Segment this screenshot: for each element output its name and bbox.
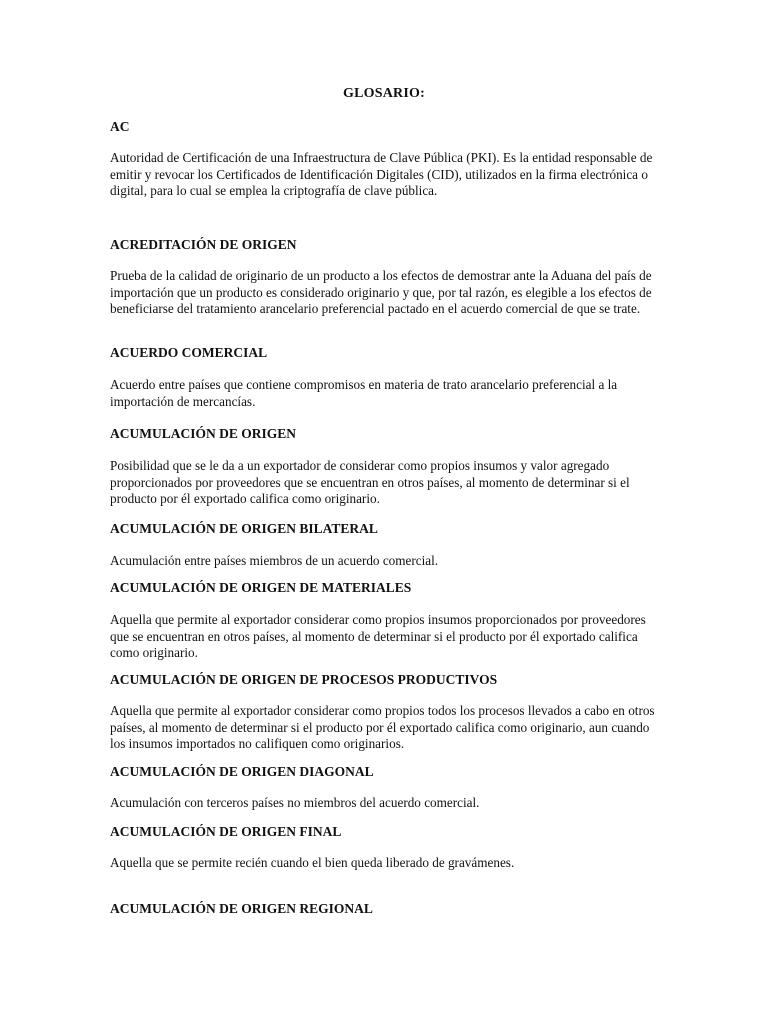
glossary-definition: Acumulación con terceros países no miembros del acuerdo comercial. xyxy=(110,795,480,810)
glossary-term: AC xyxy=(110,119,130,134)
glossary-term: ACUMULACIÓN DE ORIGEN DE MATERIALES xyxy=(110,580,412,595)
glossary-definition: Prueba de la calidad de originario de un producto a los efectos de demostrar ante la Aduana del país de importación que un producto es considerado originario y que, por tal razón, es elegible a los efectos de beneficiarse del tratamiento arancelario preferencial pactado en el acuerdo comercial de que se trate. xyxy=(110,268,652,317)
glossary-term: ACREDITACIÓN DE ORIGEN xyxy=(110,237,297,252)
glossary-definition: Aquella que permite al exportador considerar como propios todos los procesos llevados a cabo en otros países, al momento de determinar si el producto por él exportado califica como originario, aun cuando los insumos importados no califiquen como originarios. xyxy=(110,703,655,752)
glossary-term: ACUERDO COMERCIAL xyxy=(110,345,268,360)
glossary-definition: Aquella que permite al exportador considerar como propios insumos proporcionados por proveedores que se encuentran en otros países, al momento de determinar si el producto por él exportado califica como originario. xyxy=(110,612,646,661)
glossary-term: ACUMULACIÓN DE ORIGEN BILATERAL xyxy=(110,521,378,536)
glossary-definition: Acuerdo entre países que contiene compromisos en materia de trato arancelario preferencial a la importación de mercancías. xyxy=(110,377,618,409)
glossary-definition: Acumulación entre países miembros de un acuerdo comercial. xyxy=(110,553,439,568)
glossary-term: ACUMULACIÓN DE ORIGEN DE PROCESOS PRODUCTIVOS xyxy=(110,672,498,687)
glossary-definition: Posibilidad que se le da a un exportador de considerar como propios insumos y valor agregado proporcionados por proveedores que se encuentran en otros países, al momento de determinar si el producto por él exportado califica como originario. xyxy=(110,458,630,507)
glossary-term: ACUMULACIÓN DE ORIGEN REGIONAL xyxy=(110,901,373,916)
glossary-term: ACUMULACIÓN DE ORIGEN xyxy=(110,426,297,441)
glossary-term: ACUMULACIÓN DE ORIGEN FINAL xyxy=(110,824,342,839)
glossary-definition: Aquella que se permite recién cuando el bien queda liberado de gravámenes. xyxy=(110,855,515,870)
document-title: GLOSARIO: xyxy=(343,86,425,101)
glossary-definition: Autoridad de Certificación de una Infraestructura de Clave Pública (PKI). Es la entidad responsable de emitir y revocar los Certificados de Identificación Digitales (CID), utilizados en la firma electrónica o digital, para lo cual se emplea la criptografía de clave pública. xyxy=(110,150,653,199)
glossary-term: ACUMULACIÓN DE ORIGEN DIAGONAL xyxy=(110,764,374,779)
